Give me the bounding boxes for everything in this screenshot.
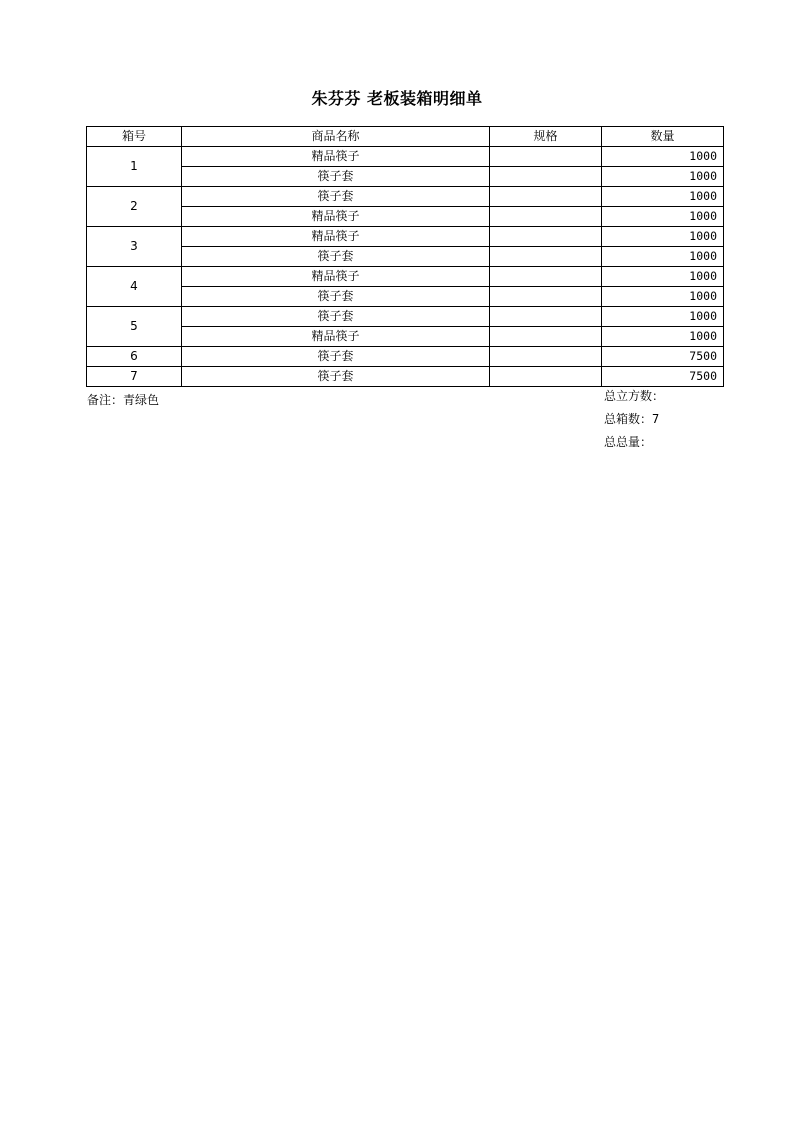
table-row [87,147,724,167]
total-boxes-value: 7 [652,412,660,426]
cell-quantity: 1000 [602,187,724,207]
cell-quantity: 1000 [602,287,724,307]
totals-summary [604,387,664,456]
cell-product-name: 精品筷子 [182,327,490,347]
cell-quantity: 1000 [602,247,724,267]
table-row [87,327,724,347]
cell-box-number: 2 [87,187,182,227]
total-weight [604,433,664,456]
total-boxes [604,410,664,433]
remark [87,391,159,408]
cell-quantity: 1000 [602,207,724,227]
total-boxes-label: 总箱数： [604,412,653,426]
packing-list-table [86,126,724,387]
cell-box-number: 7 [87,367,182,387]
cell-quantity: 1000 [602,147,724,167]
table-row [87,207,724,227]
table-row [87,167,724,187]
cell-specification [490,207,602,227]
remark-value: 青绿色 [123,393,160,407]
cell-product-name: 精品筷子 [182,267,490,287]
cell-box-number: 6 [87,347,182,367]
cell-box-number: 5 [87,307,182,347]
table-row [87,307,724,327]
total-volume [604,387,664,410]
header-product-name: 商品名称 [182,127,490,147]
cell-specification [490,367,602,387]
cell-quantity: 1000 [602,307,724,327]
cell-quantity: 1000 [602,167,724,187]
cell-product-name: 筷子套 [182,367,490,387]
cell-product-name: 筷子套 [182,287,490,307]
cell-product-name: 筷子套 [182,347,490,367]
table-row [87,187,724,207]
cell-product-name: 筷子套 [182,187,490,207]
cell-box-number: 4 [87,267,182,307]
remark-label: 备注： [87,393,124,407]
cell-product-name: 精品筷子 [182,147,490,167]
cell-box-number: 3 [87,227,182,267]
cell-product-name: 筷子套 [182,167,490,187]
table-header-row [87,127,724,147]
cell-specification [490,187,602,207]
cell-specification [490,287,602,307]
cell-product-name: 精品筷子 [182,227,490,247]
cell-specification [490,167,602,187]
table-row [87,367,724,387]
cell-product-name: 精品筷子 [182,207,490,227]
document-title: 朱芬芬 老板装箱明细单 [311,89,483,108]
table-body [87,147,724,387]
cell-specification [490,327,602,347]
header-quantity: 数量 [602,127,724,147]
cell-quantity: 1000 [602,327,724,347]
cell-specification [490,307,602,327]
cell-specification [490,147,602,167]
total-volume-label: 总立方数： [604,389,665,403]
table-row [87,247,724,267]
table-row [87,267,724,287]
cell-specification [490,267,602,287]
cell-product-name: 筷子套 [182,307,490,327]
table-row [87,287,724,307]
table-row [87,227,724,247]
table-row [87,347,724,367]
cell-product-name: 筷子套 [182,247,490,267]
cell-quantity: 7500 [602,347,724,367]
cell-specification [490,347,602,367]
cell-specification [490,247,602,267]
total-weight-label: 总总量： [604,435,653,449]
header-specification: 规格 [490,127,602,147]
cell-quantity: 1000 [602,227,724,247]
header-box-number: 箱号 [87,127,182,147]
cell-box-number: 1 [87,147,182,187]
cell-specification [490,227,602,247]
cell-quantity: 7500 [602,367,724,387]
cell-quantity: 1000 [602,267,724,287]
